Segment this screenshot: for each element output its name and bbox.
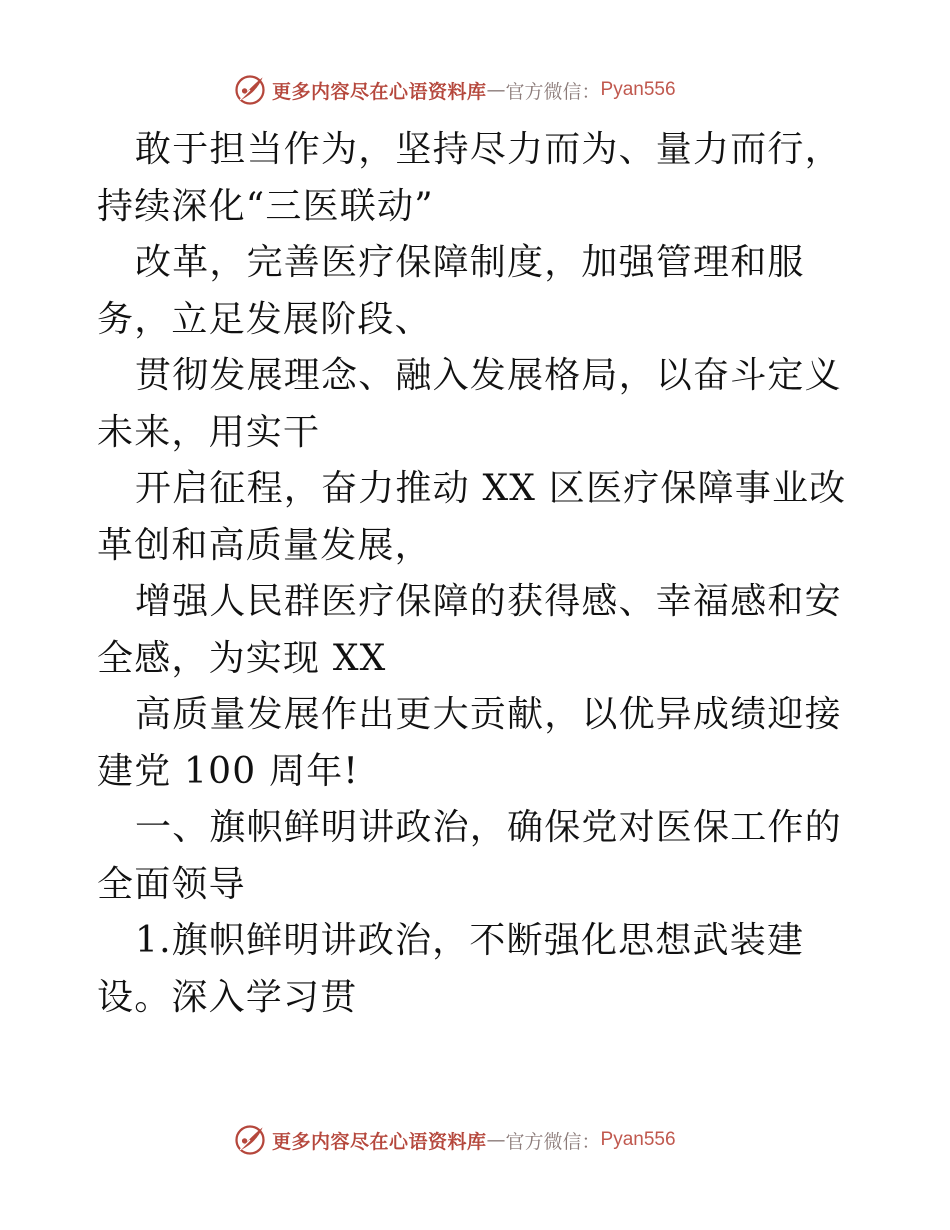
paragraph: 贯彻发展理念、融入发展格局，以奋斗定义未来，用实干 <box>97 355 842 453</box>
paragraph: 1.旗帜鲜明讲政治，不断强化思想武装建设。深入学习贯 <box>97 920 805 1018</box>
header-watermark <box>232 70 752 110</box>
quill-logo-icon <box>232 72 268 108</box>
watermark-label: 官方微信： <box>505 80 601 103</box>
watermark-dash: — <box>486 1129 506 1151</box>
paragraph: 高质量发展作出更大贡献，以优异成绩迎接建党 100 周年! <box>97 694 842 792</box>
quill-logo-icon <box>232 1122 268 1158</box>
paragraph: 增强人民群医疗保障的获得感、幸福感和安全感，为实现 XX <box>97 581 842 679</box>
document-body <box>97 122 857 1026</box>
watermark-dash: — <box>486 79 506 101</box>
footer-watermark <box>232 1120 752 1160</box>
watermark-label: 官方微信： <box>505 1130 601 1153</box>
watermark-main-text: 更多内容尽在心语资料库 <box>272 1130 487 1153</box>
section-heading: 一、旗帜鲜明讲政治，确保党对医保工作的全面领导 <box>97 807 842 905</box>
paragraph: 敢于担当作为，坚持尽力而为、量力而行，持续深化“三医联动” <box>97 129 842 227</box>
watermark-wechat-id: Pyan556 <box>600 1129 676 1150</box>
paragraph: 开启征程，奋力推动 XX 区医疗保障事业改革创和高质量发展， <box>97 468 847 566</box>
watermark-main-text: 更多内容尽在心语资料库 <box>272 80 487 103</box>
watermark-wechat-id: Pyan556 <box>600 79 676 100</box>
paragraph: 改革，完善医疗保障制度，加强管理和服务，立足发展阶段、 <box>97 242 805 340</box>
